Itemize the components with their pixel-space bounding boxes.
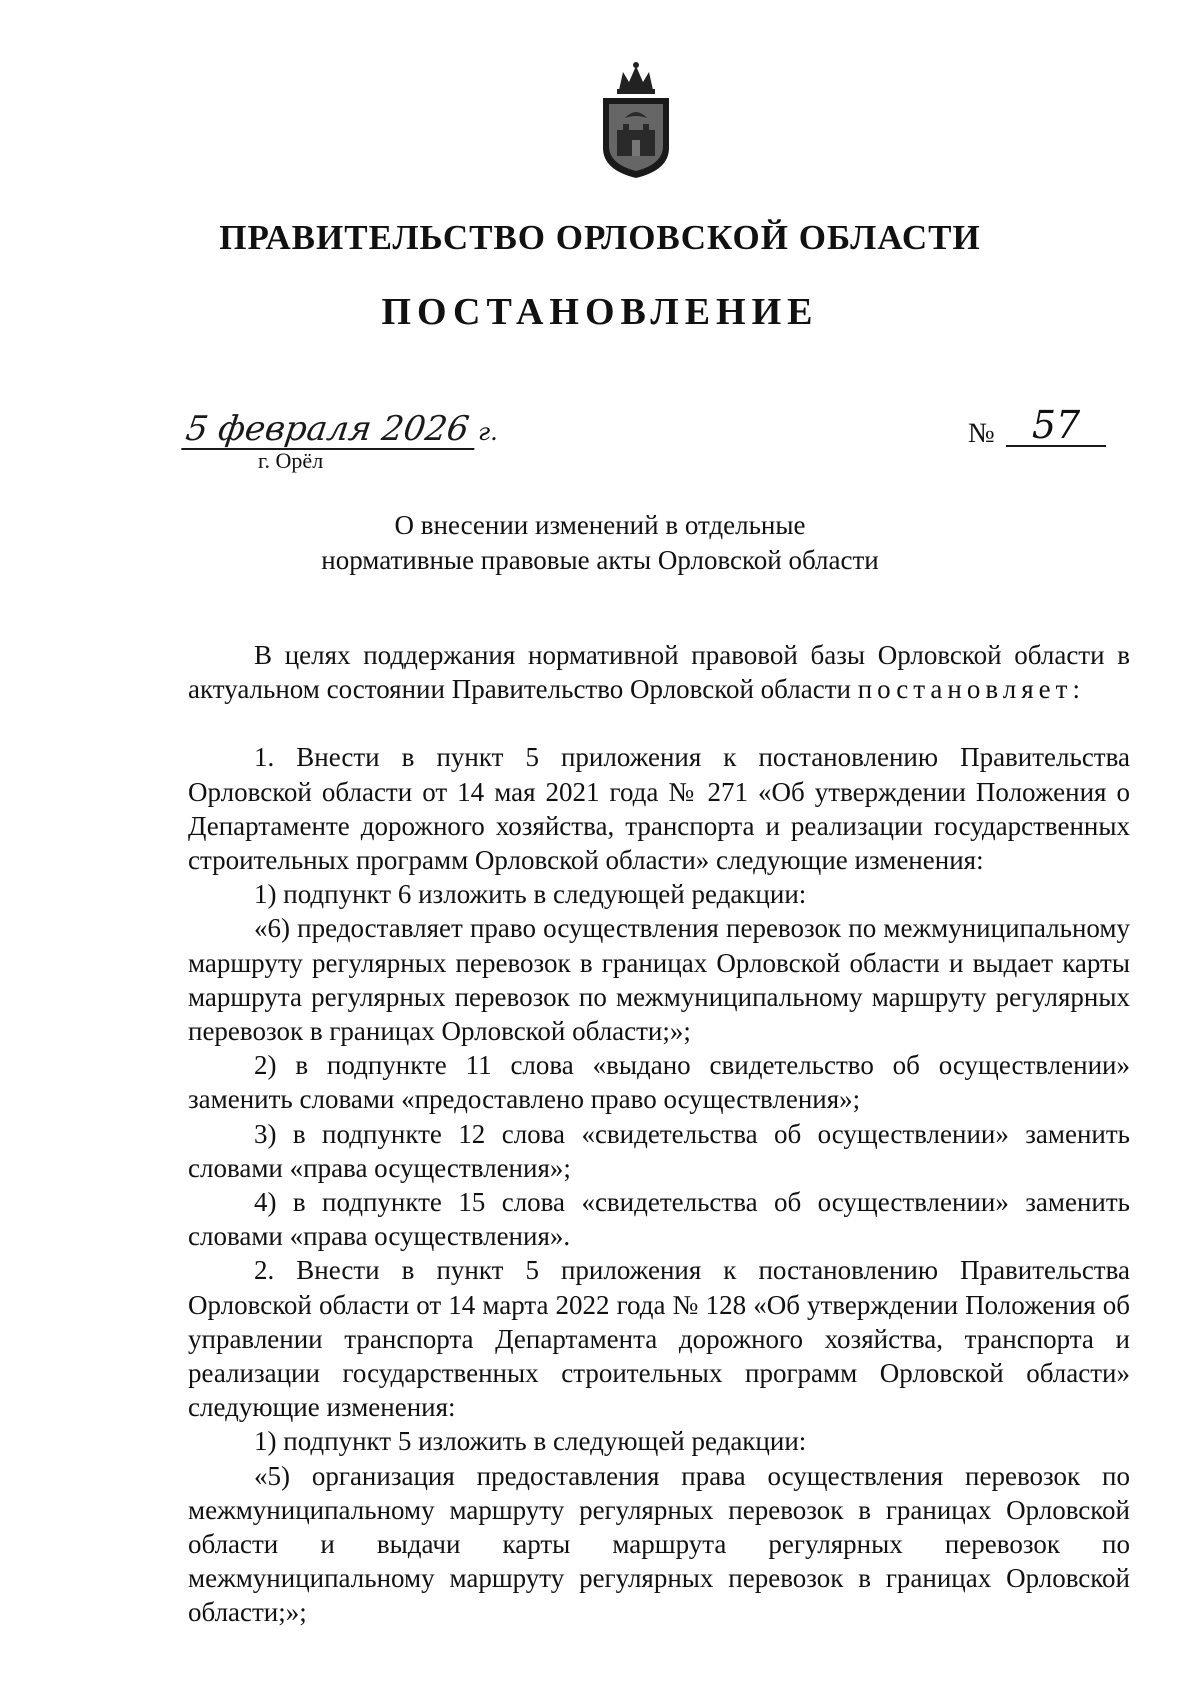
subject-line-2: нормативные правовые акты Орловской области bbox=[321, 545, 879, 575]
paragraph-1-item-2: 2) в подпункте 11 слова «выдано свидетельство об осуществлении» заменить словами «предоставлено право осуществления»; bbox=[188, 1050, 1130, 1115]
government-title: ПРАВИТЕЛЬСТВО ОРЛОВСКОЙ ОБЛАСТИ bbox=[219, 218, 981, 257]
paragraph-2-item-1: 1) подпункт 5 изложить в следующей редакции: bbox=[254, 1426, 807, 1457]
paragraph-2: 2. Внести в пункт 5 приложения к постановлению Правительства Орловской области от 14 марта 2022 года № 128 «Об утверждении Положения об управлении транспорта Департамента дорожного хозяйства, транспорта и реализации государственных строительных программ Орловской области» следующие изменения: bbox=[188, 1255, 1130, 1423]
date-suffix: г. bbox=[478, 418, 498, 446]
issue-city: г. Орёл bbox=[258, 448, 324, 473]
document-number: 57 bbox=[1006, 405, 1106, 447]
paragraph-1-item-4: 4) в подпункте 15 слова «свидетельства об осуществлении» заменить словами «права осуществления». bbox=[188, 1187, 1130, 1252]
preamble-end: : bbox=[1072, 674, 1080, 705]
number-sign: № bbox=[968, 418, 995, 449]
document-subject bbox=[0, 508, 1200, 578]
preamble-text: В целях поддержания нормативной правовой базы Орловской области в актуальном состоянии Правительство Орловской области bbox=[188, 640, 1130, 705]
preamble bbox=[188, 638, 1130, 706]
paragraph-1-item-1: 1) подпункт 6 изложить в следующей редакции: bbox=[254, 879, 807, 910]
subject-line-1: О внесении изменений в отдельные bbox=[394, 510, 806, 540]
document-type: ПОСТАНОВЛЕНИЕ bbox=[381, 291, 819, 333]
paragraph-1-item-1-text: «6) предоставляет право осуществления перевозок по межмуниципальному маршруту регулярных перевозок в границах Орловской области и выдает карты маршрута регулярных перевозок по межмуниципальному маршруту регулярных перевозок в границах Орловской области;»; bbox=[188, 913, 1130, 1047]
coat-of-arms-icon bbox=[597, 60, 675, 180]
handwritten-date: 5 февраля 2026 bbox=[181, 410, 479, 450]
paragraph-1-item-3: 3) в подпункте 12 слова «свидетельства об осуществлении» заменить словами «права осуществления»; bbox=[188, 1118, 1130, 1183]
paragraph-2-item-1-text: «5) организация предоставления права осуществления перевозок по межмуниципальному маршруту регулярных перевозок в границах Орловской области и выдачи карты маршрута регулярных перевозок по межмуниципальному маршруту регулярных перевозок в границах Орловской области;»; bbox=[188, 1460, 1130, 1628]
document-body bbox=[188, 638, 1130, 1630]
paragraph-1: 1. Внести в пункт 5 приложения к постановлению Правительства Орловской области от 14 мая 2021 года № 271 «Об утверждении Положения о Департаменте дорожного хозяйства, транспорта и реализации государственных строительных программ Орловской области» следующие изменения: bbox=[188, 742, 1130, 876]
decree-word: постановляет bbox=[857, 674, 1073, 705]
